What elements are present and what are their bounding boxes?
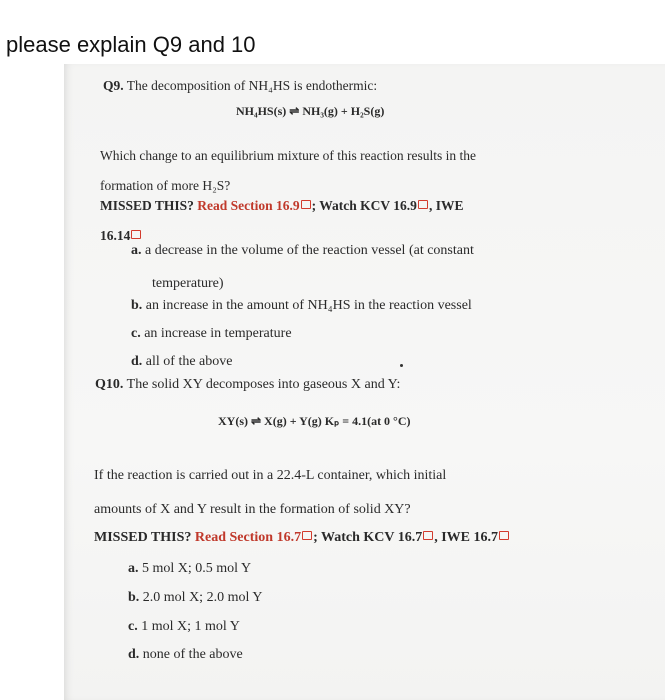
pen-dot	[400, 364, 403, 367]
option-text: 1 mol X; 1 mol Y	[141, 619, 240, 634]
q10-prompt-line2: amounts of X and Y result in the formation of solid XY?	[94, 502, 411, 517]
q10-option-b[interactable]	[128, 590, 262, 606]
option-letter: c.	[128, 619, 138, 634]
option-letter: d.	[131, 354, 143, 369]
q9-prompt-line2: formation of more H₂S?	[100, 178, 231, 193]
q9-option-a[interactable]	[131, 243, 474, 259]
q10-stem: The solid XY decomposes into gaseous X and Y:	[126, 377, 401, 392]
q9-prompt-line1: Which change to an equilibrium mixture of this reaction results in the	[100, 148, 477, 163]
book-icon[interactable]	[301, 200, 311, 209]
option-letter: c.	[131, 326, 141, 341]
q10-option-d[interactable]	[128, 647, 243, 663]
option-letter: a.	[128, 561, 139, 576]
q10-equation: XY(s) ⇌ X(g) + Y(g) Kₚ = 4.1(at 0 °C)	[218, 414, 411, 428]
option-text: all of the above	[145, 354, 233, 369]
q9-iwe-num[interactable]: 16.14	[100, 228, 131, 243]
q9-stem: The decomposition of NH₄HS is endothermic:	[126, 78, 378, 93]
book-icon[interactable]	[131, 230, 141, 239]
option-text: an increase in the amount of NH₄HS in the reaction vessel	[145, 298, 472, 313]
option-text: an increase in temperature	[144, 326, 292, 341]
q9-iwe-line	[100, 228, 142, 244]
book-icon[interactable]	[302, 531, 312, 540]
option-letter: a.	[131, 243, 142, 258]
q9-missed-line	[100, 198, 463, 214]
q9-label: Q9.	[103, 78, 124, 93]
q9-option-d[interactable]	[131, 354, 232, 370]
q9-iwe-link[interactable]: , IWE	[428, 198, 464, 213]
book-icon[interactable]	[499, 531, 509, 540]
q10-option-c[interactable]	[128, 619, 240, 635]
q9-option-b[interactable]	[131, 298, 472, 314]
q9-read-link[interactable]: Read Section 16.9	[197, 198, 300, 213]
q10-watch-link[interactable]: ; Watch KCV 16.7	[313, 530, 423, 545]
option-text: 2.0 mol X; 2.0 mol Y	[142, 590, 263, 605]
q9-option-c[interactable]	[131, 326, 292, 342]
option-letter: d.	[128, 647, 140, 662]
option-text: 5 mol X; 0.5 mol Y	[142, 561, 252, 576]
q10-iwe-link[interactable]: , IWE 16.7	[434, 530, 499, 545]
q10-label: Q10.	[95, 377, 124, 392]
option-text: none of the above	[142, 647, 243, 662]
post-title: please explain Q9 and 10	[6, 32, 256, 57]
q10-read-link[interactable]: Read Section 16.7	[194, 530, 302, 545]
option-letter: b.	[131, 298, 143, 313]
q10-missed-line	[94, 530, 510, 546]
q10-prompt-line1: If the reaction is carried out in a 22.4-L container, which initial	[94, 468, 447, 483]
book-icon[interactable]	[418, 200, 428, 209]
q9-option-a-cont: temperature)	[152, 276, 224, 291]
q9-stem-line	[103, 78, 377, 94]
option-text: a decrease in the volume of the reaction vessel (at constant	[145, 243, 474, 258]
q10-missed-label: MISSED THIS?	[94, 530, 192, 545]
q10-option-a[interactable]	[128, 561, 251, 577]
q9-missed-label: MISSED THIS?	[100, 198, 194, 213]
option-letter: b.	[128, 590, 140, 605]
q10-stem-line	[95, 377, 400, 393]
q9-equation: NH₄HS(s) ⇌ NH₃(g) + H₂S(g)	[236, 104, 385, 118]
book-icon[interactable]	[423, 531, 433, 540]
q9-watch-link[interactable]: ; Watch KCV 16.9	[311, 198, 417, 213]
